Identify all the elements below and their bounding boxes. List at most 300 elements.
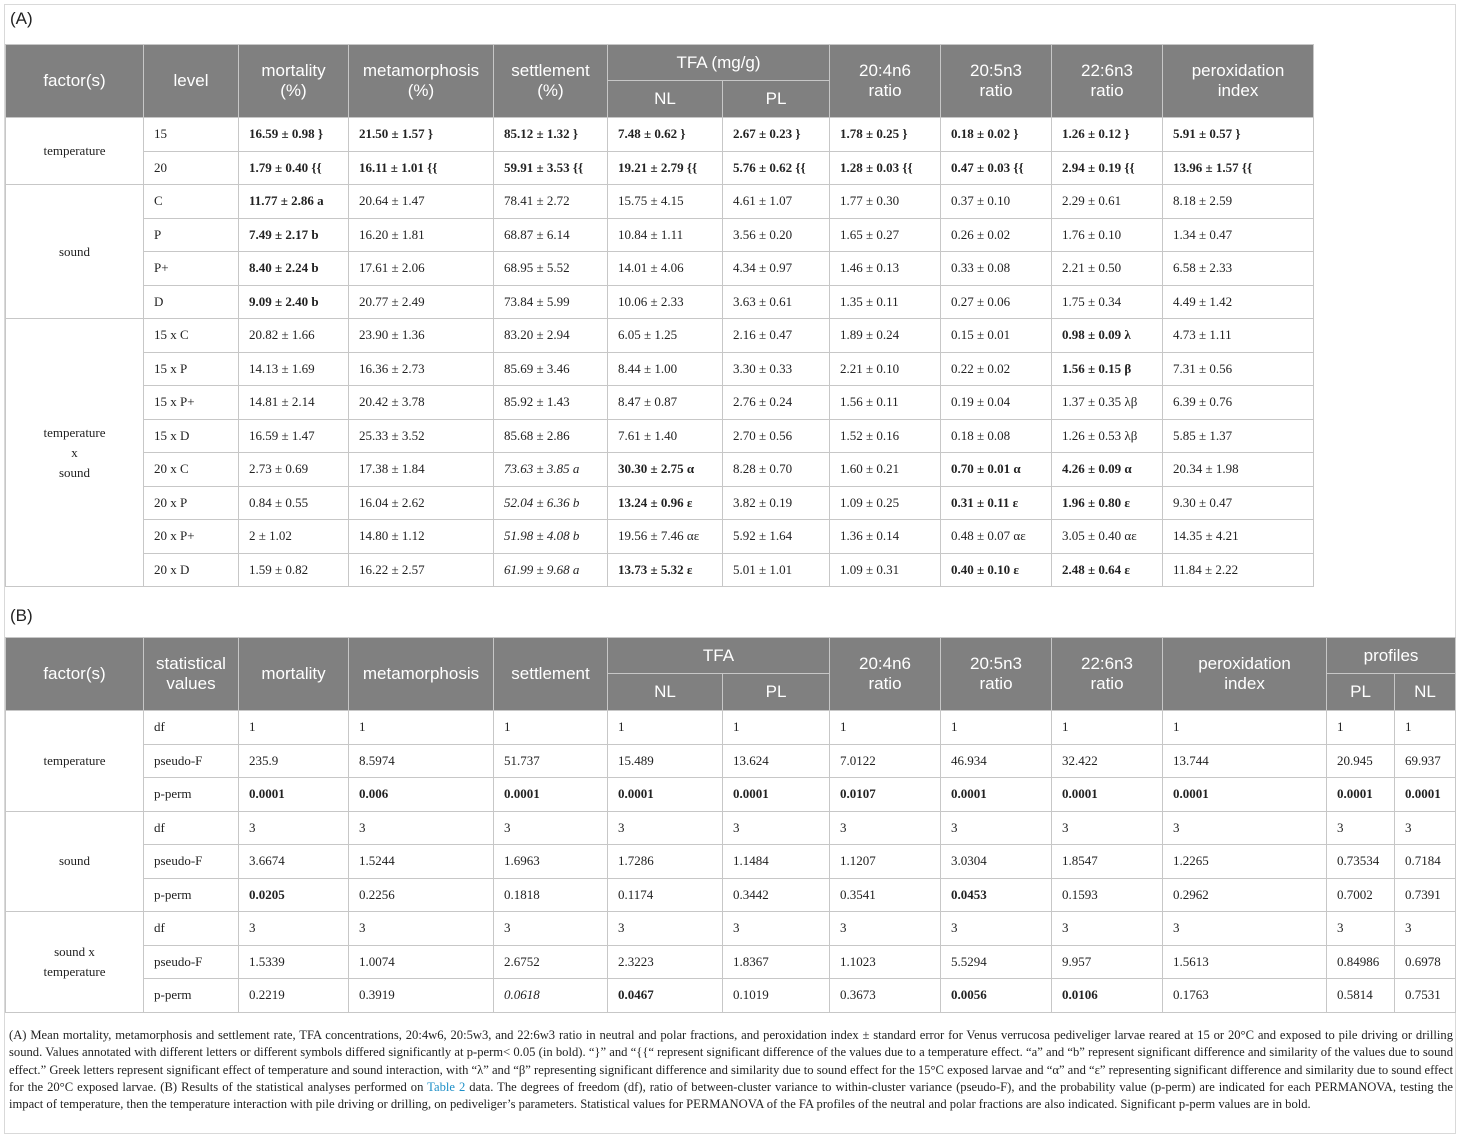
- level-cell: 15: [144, 118, 239, 152]
- value-cell: 19.56 ± 7.46 αε: [608, 520, 723, 554]
- stat-cell: p-perm: [144, 979, 239, 1013]
- table-b: [5, 637, 1456, 1013]
- value-cell: 7.0122: [830, 744, 941, 778]
- value-cell: 1.8367: [723, 945, 830, 979]
- value-cell: 0.5814: [1327, 979, 1395, 1013]
- value-cell: 9.30 ± 0.47: [1163, 486, 1314, 520]
- header-nl: NL: [608, 81, 723, 118]
- value-cell: 1.8547: [1052, 845, 1163, 879]
- header-nl: NL: [608, 674, 723, 711]
- value-cell: 1.0074: [349, 945, 494, 979]
- table-row: [6, 912, 1456, 946]
- value-cell: 1.34 ± 0.47: [1163, 218, 1314, 252]
- value-cell: 0.37 ± 0.10: [941, 185, 1052, 219]
- stat-cell: pseudo-F: [144, 744, 239, 778]
- stat-cell: p-perm: [144, 778, 239, 812]
- header-profiles-pl: PL: [1327, 674, 1395, 711]
- value-cell: 2.16 ± 0.47: [723, 319, 830, 353]
- value-cell: 16.59 ± 0.98 }: [239, 118, 349, 152]
- value-cell: 9.957: [1052, 945, 1163, 979]
- value-cell: 10.06 ± 2.33: [608, 285, 723, 319]
- value-cell: 6.39 ± 0.76: [1163, 386, 1314, 420]
- value-cell: 0.0467: [608, 979, 723, 1013]
- level-cell: 20: [144, 151, 239, 185]
- level-cell: 15 x D: [144, 419, 239, 453]
- value-cell: 0.006: [349, 778, 494, 812]
- table-row: [6, 711, 1456, 745]
- value-cell: 0.0001: [941, 778, 1052, 812]
- value-cell: 32.422: [1052, 744, 1163, 778]
- value-cell: 1.28 ± 0.03 {{: [830, 151, 941, 185]
- value-cell: 16.22 ± 2.57: [349, 553, 494, 587]
- value-cell: 69.937: [1395, 744, 1456, 778]
- level-cell: 20 x P+: [144, 520, 239, 554]
- value-cell: 85.12 ± 1.32 }: [494, 118, 608, 152]
- value-cell: 13.624: [723, 744, 830, 778]
- value-cell: 1.89 ± 0.24: [830, 319, 941, 353]
- header-pl: PL: [723, 81, 830, 118]
- factor-label: sound: [58, 853, 91, 869]
- table-row: [6, 185, 1314, 219]
- value-cell: 5.01 ± 1.01: [723, 553, 830, 587]
- value-cell: 17.38 ± 1.84: [349, 453, 494, 487]
- value-cell: 85.68 ± 2.86: [494, 419, 608, 453]
- header-ratio-20-5n3: 20:5n3 ratio: [941, 638, 1052, 711]
- value-cell: 3: [1163, 811, 1327, 845]
- value-cell: 11.84 ± 2.22: [1163, 553, 1314, 587]
- value-cell: 3: [494, 811, 608, 845]
- factor-cell: [6, 319, 144, 587]
- value-cell: 3.0304: [941, 845, 1052, 879]
- value-cell: 1.1023: [830, 945, 941, 979]
- value-cell: 1.09 ± 0.25: [830, 486, 941, 520]
- value-cell: 59.91 ± 3.53 {{: [494, 151, 608, 185]
- table-row: [6, 553, 1314, 587]
- value-cell: 0.84 ± 0.55: [239, 486, 349, 520]
- value-cell: 51.98 ± 4.08 b: [494, 520, 608, 554]
- level-cell: 20 x D: [144, 553, 239, 587]
- header-mortality: mortality (%): [239, 45, 349, 118]
- value-cell: 2.6752: [494, 945, 608, 979]
- value-cell: 1: [1052, 711, 1163, 745]
- value-cell: 2 ± 1.02: [239, 520, 349, 554]
- value-cell: 5.91 ± 0.57 }: [1163, 118, 1314, 152]
- value-cell: 1.35 ± 0.11: [830, 285, 941, 319]
- table-row: [6, 386, 1314, 420]
- value-cell: 2.48 ± 0.64 ε: [1052, 553, 1163, 587]
- header-ratio-20-4n6: 20:4n6 ratio: [830, 45, 941, 118]
- factor-label: sound: [58, 464, 91, 480]
- value-cell: 3: [1052, 811, 1163, 845]
- value-cell: 0.22 ± 0.02: [941, 352, 1052, 386]
- value-cell: 1.5339: [239, 945, 349, 979]
- header-peroxidation-index: peroxidation index: [1163, 45, 1314, 118]
- part-a-label: (A): [10, 9, 33, 28]
- value-cell: 1.60 ± 0.21: [830, 453, 941, 487]
- value-cell: 1: [830, 711, 941, 745]
- header-profiles: profiles: [1327, 638, 1456, 674]
- value-cell: 2.70 ± 0.56: [723, 419, 830, 453]
- table-a: [5, 44, 1314, 587]
- value-cell: 14.01 ± 4.06: [608, 252, 723, 286]
- value-cell: 0.19 ± 0.04: [941, 386, 1052, 420]
- value-cell: 1.78 ± 0.25 }: [830, 118, 941, 152]
- caption-text-2: data. The degrees of freedom (df), ratio of between-cluster variance to within-cluster variance (pseudo-F), and the probability value (p-perm) are indicated for each PERMANOVA, testing the impact of temperature, then the temperature interaction with pile driving or drilling, on pediveliger’s parameters. Statistical values for PERMANOVA of the FA profiles of the neutral and polar fractions are also indicated. Significant p-perm values are in bold.: [9, 1079, 1454, 1112]
- factor-cell: [6, 711, 144, 812]
- value-cell: 14.35 ± 4.21: [1163, 520, 1314, 554]
- value-cell: 23.90 ± 1.36: [349, 319, 494, 353]
- value-cell: 0.0001: [608, 778, 723, 812]
- value-cell: 19.21 ± 2.79 {{: [608, 151, 723, 185]
- table-row: [6, 419, 1314, 453]
- value-cell: 4.26 ± 0.09 α: [1052, 453, 1163, 487]
- value-cell: 0.3442: [723, 878, 830, 912]
- header-statistical-values: statistical values: [144, 638, 239, 711]
- value-cell: 73.84 ± 5.99: [494, 285, 608, 319]
- value-cell: 0.18 ± 0.08: [941, 419, 1052, 453]
- value-cell: 3: [1052, 912, 1163, 946]
- value-cell: 5.76 ± 0.62 {{: [723, 151, 830, 185]
- value-cell: 21.50 ± 1.57 }: [349, 118, 494, 152]
- value-cell: 7.61 ± 1.40: [608, 419, 723, 453]
- value-cell: 16.20 ± 1.81: [349, 218, 494, 252]
- value-cell: 3: [1395, 811, 1456, 845]
- table-row: [6, 520, 1314, 554]
- value-cell: 0.26 ± 0.02: [941, 218, 1052, 252]
- value-cell: 1: [494, 711, 608, 745]
- value-cell: 6.58 ± 2.33: [1163, 252, 1314, 286]
- value-cell: 3: [723, 811, 830, 845]
- table-row: [6, 352, 1314, 386]
- value-cell: 0.1593: [1052, 878, 1163, 912]
- value-cell: 2.67 ± 0.23 }: [723, 118, 830, 152]
- value-cell: 1.96 ± 0.80 ε: [1052, 486, 1163, 520]
- value-cell: 3: [941, 912, 1052, 946]
- factor-label: sound: [58, 243, 91, 259]
- value-cell: 5.85 ± 1.37: [1163, 419, 1314, 453]
- level-cell: 20 x P: [144, 486, 239, 520]
- value-cell: 0.7184: [1395, 845, 1456, 879]
- value-cell: 0.0001: [1052, 778, 1163, 812]
- value-cell: 1.1484: [723, 845, 830, 879]
- caption-text-1: (A) Mean mortality, metamorphosis and settlement rate, TFA concentrations, 20:4w6, 20:5w3, and 22:6w3 ratio in neutral and polar fractions, and peroxidation index ± standard error for Venus verrucosa pediveliger larvae reared at 15 or 20°C and exposed to pile driving or drilling sound. Values annotated with different letters or different symbols differed significantly at p-perm< 0.05 (in bold). “}” and “{{“ represent significant difference of the values due to a temperature effect. “a” and “b” represent significant difference and similarity of the values due to sound effect.” Greek letters represent significant effect of temperature and sound interaction, with “λ” and “β” representing significant difference and similarity due to sound effect for the 15°C exposed larvae and “α” and “ε” representing significant difference and similarity due to sound effect for the 20°C exposed larvae. (B) Results of the statistical analyses performed on: [9, 1028, 1453, 1094]
- value-cell: 25.33 ± 3.52: [349, 419, 494, 453]
- table-row: [6, 319, 1314, 353]
- value-cell: 20.42 ± 3.78: [349, 386, 494, 420]
- value-cell: 3: [830, 912, 941, 946]
- value-cell: 30.30 ± 2.75 α: [608, 453, 723, 487]
- value-cell: 3: [239, 912, 349, 946]
- value-cell: 0.0056: [941, 979, 1052, 1013]
- value-cell: 1.76 ± 0.10: [1052, 218, 1163, 252]
- value-cell: 16.59 ± 1.47: [239, 419, 349, 453]
- header-ratio-22-6n3: 22:6n3 ratio: [1052, 638, 1163, 711]
- value-cell: 0.0106: [1052, 979, 1163, 1013]
- header-ratio-22-6n3: 22:6n3 ratio: [1052, 45, 1163, 118]
- value-cell: 16.11 ± 1.01 {{: [349, 151, 494, 185]
- value-cell: 5.5294: [941, 945, 1052, 979]
- value-cell: 1: [1327, 711, 1395, 745]
- value-cell: 20.34 ± 1.98: [1163, 453, 1314, 487]
- value-cell: 68.87 ± 6.14: [494, 218, 608, 252]
- table-row: [6, 118, 1314, 152]
- value-cell: 0.27 ± 0.06: [941, 285, 1052, 319]
- value-cell: 2.73 ± 0.69: [239, 453, 349, 487]
- header-mortality: mortality: [239, 638, 349, 711]
- value-cell: 11.77 ± 2.86 a: [239, 185, 349, 219]
- value-cell: 1.56 ± 0.15 β: [1052, 352, 1163, 386]
- table-row: [6, 878, 1456, 912]
- value-cell: 73.63 ± 3.85 a: [494, 453, 608, 487]
- value-cell: 0.47 ± 0.03 {{: [941, 151, 1052, 185]
- value-cell: 1.5613: [1163, 945, 1327, 979]
- value-cell: 3: [349, 811, 494, 845]
- value-cell: 0.1763: [1163, 979, 1327, 1013]
- value-cell: 1.79 ± 0.40 {{: [239, 151, 349, 185]
- value-cell: 1.2265: [1163, 845, 1327, 879]
- stat-cell: df: [144, 711, 239, 745]
- value-cell: 1.52 ± 0.16: [830, 419, 941, 453]
- value-cell: 1.37 ± 0.35 λβ: [1052, 386, 1163, 420]
- value-cell: 0.2256: [349, 878, 494, 912]
- value-cell: 2.29 ± 0.61: [1052, 185, 1163, 219]
- value-cell: 1.26 ± 0.12 }: [1052, 118, 1163, 152]
- header-settlement: settlement: [494, 638, 608, 711]
- table-row: [6, 778, 1456, 812]
- value-cell: 3: [349, 912, 494, 946]
- value-cell: 0.0001: [723, 778, 830, 812]
- value-cell: 1.1207: [830, 845, 941, 879]
- value-cell: 61.99 ± 9.68 a: [494, 553, 608, 587]
- value-cell: 9.09 ± 2.40 b: [239, 285, 349, 319]
- value-cell: 0.1818: [494, 878, 608, 912]
- value-cell: 0.0107: [830, 778, 941, 812]
- table-2-link[interactable]: Table 2: [427, 1079, 466, 1094]
- value-cell: 20.82 ± 1.66: [239, 319, 349, 353]
- value-cell: 7.31 ± 0.56: [1163, 352, 1314, 386]
- value-cell: 1.36 ± 0.14: [830, 520, 941, 554]
- header-pl: PL: [723, 674, 830, 711]
- value-cell: 68.95 ± 5.52: [494, 252, 608, 286]
- value-cell: 0.2962: [1163, 878, 1327, 912]
- factor-label: temperature: [43, 963, 106, 979]
- factor-cell: [6, 811, 144, 912]
- value-cell: 0.2219: [239, 979, 349, 1013]
- value-cell: 20.945: [1327, 744, 1395, 778]
- value-cell: 1: [239, 711, 349, 745]
- value-cell: 14.13 ± 1.69: [239, 352, 349, 386]
- value-cell: 4.34 ± 0.97: [723, 252, 830, 286]
- value-cell: 1: [1395, 711, 1456, 745]
- value-cell: 0.3919: [349, 979, 494, 1013]
- value-cell: 3: [1163, 912, 1327, 946]
- value-cell: 3.6674: [239, 845, 349, 879]
- value-cell: 85.69 ± 3.46: [494, 352, 608, 386]
- value-cell: 7.49 ± 2.17 b: [239, 218, 349, 252]
- value-cell: 0.0205: [239, 878, 349, 912]
- value-cell: 1: [608, 711, 723, 745]
- header-factor: factor(s): [6, 638, 144, 711]
- value-cell: 1: [349, 711, 494, 745]
- value-cell: 6.05 ± 1.25: [608, 319, 723, 353]
- value-cell: 13.73 ± 5.32 ε: [608, 553, 723, 587]
- value-cell: 0.0618: [494, 979, 608, 1013]
- header-factor: factor(s): [6, 45, 144, 118]
- stat-cell: pseudo-F: [144, 845, 239, 879]
- part-b-label: (B): [10, 606, 33, 625]
- value-cell: 0.0453: [941, 878, 1052, 912]
- value-cell: 0.84986: [1327, 945, 1395, 979]
- value-cell: 13.744: [1163, 744, 1327, 778]
- value-cell: 3.30 ± 0.33: [723, 352, 830, 386]
- value-cell: 1: [941, 711, 1052, 745]
- value-cell: 0.7531: [1395, 979, 1456, 1013]
- value-cell: 17.61 ± 2.06: [349, 252, 494, 286]
- header-ratio-20-4n6: 20:4n6 ratio: [830, 638, 941, 711]
- table-row: [6, 845, 1456, 879]
- level-cell: 15 x P: [144, 352, 239, 386]
- factor-label: temperature: [43, 424, 106, 440]
- level-cell: D: [144, 285, 239, 319]
- value-cell: 0.7002: [1327, 878, 1395, 912]
- table-row: [6, 285, 1314, 319]
- header-ratio-20-5n3: 20:5n3 ratio: [941, 45, 1052, 118]
- value-cell: 1.46 ± 0.13: [830, 252, 941, 286]
- value-cell: 0.15 ± 0.01: [941, 319, 1052, 353]
- value-cell: 1: [1163, 711, 1327, 745]
- value-cell: 14.80 ± 1.12: [349, 520, 494, 554]
- value-cell: 1.7286: [608, 845, 723, 879]
- value-cell: 13.96 ± 1.57 {{: [1163, 151, 1314, 185]
- value-cell: 2.76 ± 0.24: [723, 386, 830, 420]
- value-cell: 0.1019: [723, 979, 830, 1013]
- value-cell: 15.489: [608, 744, 723, 778]
- value-cell: 2.21 ± 0.50: [1052, 252, 1163, 286]
- table-caption: [9, 1027, 1453, 1113]
- factor-label: sound x: [54, 943, 95, 959]
- value-cell: 8.40 ± 2.24 b: [239, 252, 349, 286]
- level-cell: 20 x C: [144, 453, 239, 487]
- value-cell: 3.05 ± 0.40 αε: [1052, 520, 1163, 554]
- value-cell: 3: [830, 811, 941, 845]
- value-cell: 83.20 ± 2.94: [494, 319, 608, 353]
- header-metamorphosis: metamorphosis: [349, 638, 494, 711]
- value-cell: 3: [941, 811, 1052, 845]
- value-cell: 0.98 ± 0.09 λ: [1052, 319, 1163, 353]
- value-cell: 1.5244: [349, 845, 494, 879]
- level-cell: 15 x P+: [144, 386, 239, 420]
- value-cell: 0.31 ± 0.11 ε: [941, 486, 1052, 520]
- value-cell: 1.65 ± 0.27: [830, 218, 941, 252]
- header-peroxidation-index: peroxidation index: [1163, 638, 1327, 711]
- factor-label: temperature: [43, 143, 106, 158]
- value-cell: 10.84 ± 1.11: [608, 218, 723, 252]
- value-cell: 3: [608, 912, 723, 946]
- value-cell: 0.7391: [1395, 878, 1456, 912]
- value-cell: 1.26 ± 0.53 λβ: [1052, 419, 1163, 453]
- value-cell: 3: [239, 811, 349, 845]
- value-cell: 4.49 ± 1.42: [1163, 285, 1314, 319]
- value-cell: 1.75 ± 0.34: [1052, 285, 1163, 319]
- value-cell: 0.0001: [1395, 778, 1456, 812]
- table-row: [6, 453, 1314, 487]
- value-cell: 1.59 ± 0.82: [239, 553, 349, 587]
- value-cell: 8.18 ± 2.59: [1163, 185, 1314, 219]
- value-cell: 0.1174: [608, 878, 723, 912]
- value-cell: 8.47 ± 0.87: [608, 386, 723, 420]
- value-cell: 2.94 ± 0.19 {{: [1052, 151, 1163, 185]
- table-row: [6, 151, 1314, 185]
- value-cell: 3.82 ± 0.19: [723, 486, 830, 520]
- value-cell: 3: [1395, 912, 1456, 946]
- factor-label: temperature: [43, 752, 106, 768]
- value-cell: 85.92 ± 1.43: [494, 386, 608, 420]
- value-cell: 0.0001: [494, 778, 608, 812]
- value-cell: 3: [608, 811, 723, 845]
- value-cell: 1: [723, 711, 830, 745]
- value-cell: 3: [494, 912, 608, 946]
- value-cell: 5.92 ± 1.64: [723, 520, 830, 554]
- stat-cell: df: [144, 811, 239, 845]
- value-cell: 4.73 ± 1.11: [1163, 319, 1314, 353]
- table-row: [6, 252, 1314, 286]
- value-cell: 2.3223: [608, 945, 723, 979]
- table-row: [6, 486, 1314, 520]
- value-cell: 15.75 ± 4.15: [608, 185, 723, 219]
- value-cell: 46.934: [941, 744, 1052, 778]
- value-cell: 0.3673: [830, 979, 941, 1013]
- table-row: [6, 811, 1456, 845]
- header-tfa: TFA (mg/g): [608, 45, 830, 81]
- factor-cell: [6, 912, 144, 1013]
- header-profiles-nl: NL: [1395, 674, 1456, 711]
- value-cell: 1.09 ± 0.31: [830, 553, 941, 587]
- stat-cell: df: [144, 912, 239, 946]
- header-metamorphosis: metamorphosis (%): [349, 45, 494, 118]
- value-cell: 14.81 ± 2.14: [239, 386, 349, 420]
- table-row: [6, 218, 1314, 252]
- value-cell: 3.56 ± 0.20: [723, 218, 830, 252]
- value-cell: 0.40 ± 0.10 ε: [941, 553, 1052, 587]
- value-cell: 0.33 ± 0.08: [941, 252, 1052, 286]
- value-cell: 1.77 ± 0.30: [830, 185, 941, 219]
- value-cell: 78.41 ± 2.72: [494, 185, 608, 219]
- value-cell: 3.63 ± 0.61: [723, 285, 830, 319]
- value-cell: 20.77 ± 2.49: [349, 285, 494, 319]
- value-cell: 3: [1327, 811, 1395, 845]
- factor-cell: [6, 118, 144, 185]
- value-cell: 0.18 ± 0.02 }: [941, 118, 1052, 152]
- value-cell: 20.64 ± 1.47: [349, 185, 494, 219]
- value-cell: 0.70 ± 0.01 α: [941, 453, 1052, 487]
- level-cell: P: [144, 218, 239, 252]
- level-cell: 15 x C: [144, 319, 239, 353]
- value-cell: 0.3541: [830, 878, 941, 912]
- value-cell: 7.48 ± 0.62 }: [608, 118, 723, 152]
- table-row: [6, 979, 1456, 1013]
- value-cell: 4.61 ± 1.07: [723, 185, 830, 219]
- value-cell: 2.21 ± 0.10: [830, 352, 941, 386]
- value-cell: 3: [1327, 912, 1395, 946]
- header-settlement: settlement (%): [494, 45, 608, 118]
- factor-label: x: [71, 444, 78, 460]
- value-cell: 235.9: [239, 744, 349, 778]
- stat-cell: pseudo-F: [144, 945, 239, 979]
- value-cell: 0.0001: [1163, 778, 1327, 812]
- value-cell: 0.73534: [1327, 845, 1395, 879]
- value-cell: 3: [723, 912, 830, 946]
- table-row: [6, 945, 1456, 979]
